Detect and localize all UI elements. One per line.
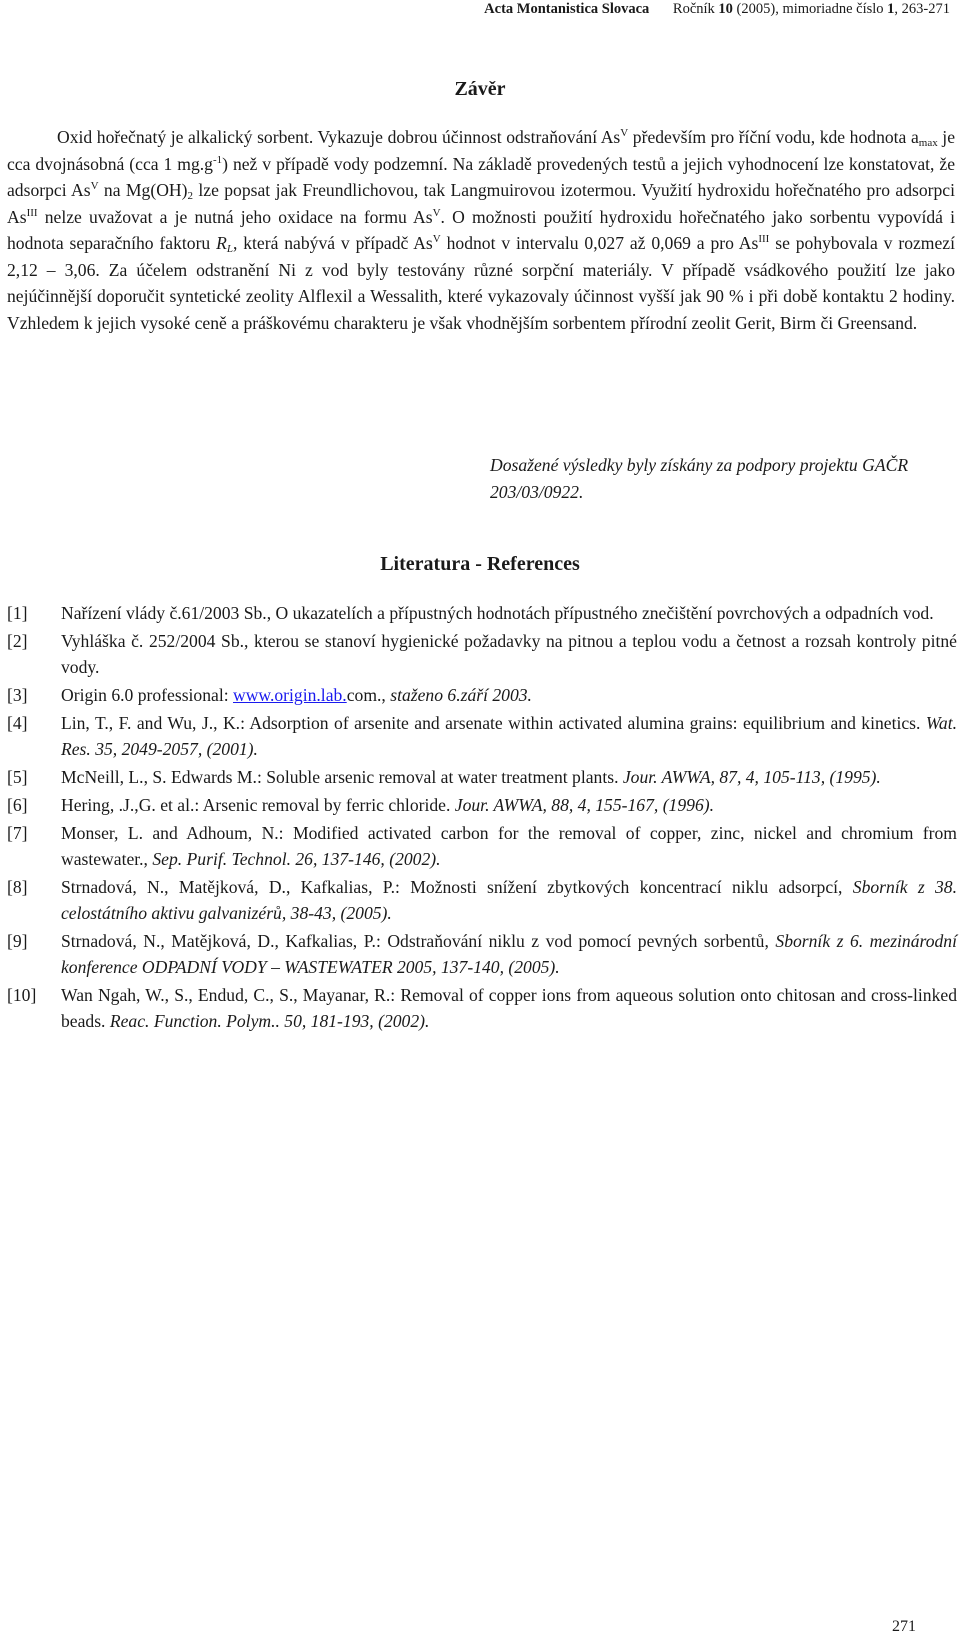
reference-item: [2] Vyhláška č. 252/2004 Sb., kterou se stanoví hygienické požadavky na pitnou a teplou vodu a četnost a rozsah kontroly pitné vody. — [7, 631, 957, 677]
reference-item: [7] Monser, L. and Adhoum, N.: Modified activated carbon for the removal of copper, zinc, nickel and chromium from wastewater., Sep. Purif. Technol. 26, 137-146, (2002). — [7, 823, 957, 869]
reference-item: [4] Lin, T., F. and Wu, J., K.: Adsorption of arsenite and arsenate within activated alumina grains: equilibrium and kinetics. Wat. Res. 35, 2049-2057, (2001). — [7, 713, 957, 759]
reference-list — [7, 600, 957, 1036]
acknowledgement: Dosažené výsledky byly získány za podpory projektu GAČR 203/03/0922. — [490, 455, 909, 502]
page-range: , 263-271 — [894, 1, 950, 17]
reference-item: [3] Origin 6.0 professional: www.origin.lab.com., staženo 6.září 2003. — [7, 685, 532, 705]
running-header — [484, 0, 950, 18]
conclusion-heading: Závěr — [454, 78, 506, 100]
issue-number: 1 — [887, 1, 895, 17]
reference-item: [9] Strnadová, N., Matějková, D., Kafkalias, P.: Odstraňování niklu z vod pomocí pevných sorbentů, Sborník z 6. mezinárodní konference ODPADNÍ VODY – WASTEWATER 2005, 137-140, (2005). — [7, 931, 957, 977]
reference-item: [8] Strnadová, N., Matějková, D., Kafkalias, P.: Možnosti snížení zbytkových koncentrací niklu adsorpcí, Sborník z 38. celostátního aktivu galvanizérů, 38-43, (2005). — [7, 877, 957, 923]
origin-link[interactable]: www.origin.lab. — [233, 685, 347, 705]
volume: 10 — [718, 1, 733, 17]
journal-name: Acta Montanistica Slovaca — [484, 1, 650, 17]
reference-item: [6] Hering, .J.,G. et al.: Arsenic removal by ferric chloride. Jour. AWWA, 88, 4, 155-167, (1996). — [7, 795, 715, 815]
reference-item: [1] Nařízení vlády č.61/2003 Sb., O ukazatelích a přípustných hodnotách přípustného znečištění povrchových a odpadních vod. — [7, 603, 934, 623]
page-number: 271 — [892, 1618, 916, 1635]
references-heading: Literatura - References — [380, 553, 580, 575]
conclusion-paragraph: Oxid hořečnatý je alkalický sorbent. Vykazuje dobrou účinnost odstraňování $As^V$ především pro říční vodu, kde hodnota $a_{max}$ je cca dvojnásobná (cca 1 $mg.g^{-1}$) než v případě vody podzemní. Na základě provedených testů a jejich vyhodnocení lze konstatovat, že adsorpci $As^V$ na $Mg(OH)_2$ lze popsat jak Freundlichovou, tak Langmuirovou izotermou. Využití hydroxidu hořečnatého pro adsorpci $As^{III}$ nelze uvažovat a je nutná jeho oxidace na formu $As^V$. O možnosti použití hydroxidu hořečnatého jako sorbentu vypovídá i hodnota separačního faktoru $R_L$, která nabývá v případč $As^V$ hodnot v intervalu 0,027 až 0,069 a pro $As^{III}$ se pohybovala v rozmezí 2,12 – 3,06. Za účelem odstranění Ni z vod byly testovány různé sorpční materiály. V případě vsádkového použití lze jako nejúčinnější doporučit syntetické zeolity Alflexil a Wessalith, které vykazovaly účinnost vyšší jak 90 % i při době kontaktu 2 hodiny. Vzhledem k jejich vysoké ceně a práškovému charakteru je však vhodnějším sorbentem přírodní zeolit Gerit, Birm či Greensand. — [7, 127, 956, 333]
reference-item: [10] Wan Ngah, W., S., Endud, C., S., Mayanar, R.: Removal of copper ions from aqueous solution onto chitosan and cross-linked beads. Reac. Function. Polym.. 50, 181-193, (2002). — [7, 985, 957, 1031]
issue-label: Ročník — [672, 1, 715, 17]
reference-item: [5] McNeill, L., S. Edwards M.: Soluble arsenic removal at water treatment plants. Jour. AWWA, 87, 4, 105-113, (1995). — [7, 767, 881, 787]
issue-year: (2005), mimoriadne číslo — [736, 1, 884, 17]
